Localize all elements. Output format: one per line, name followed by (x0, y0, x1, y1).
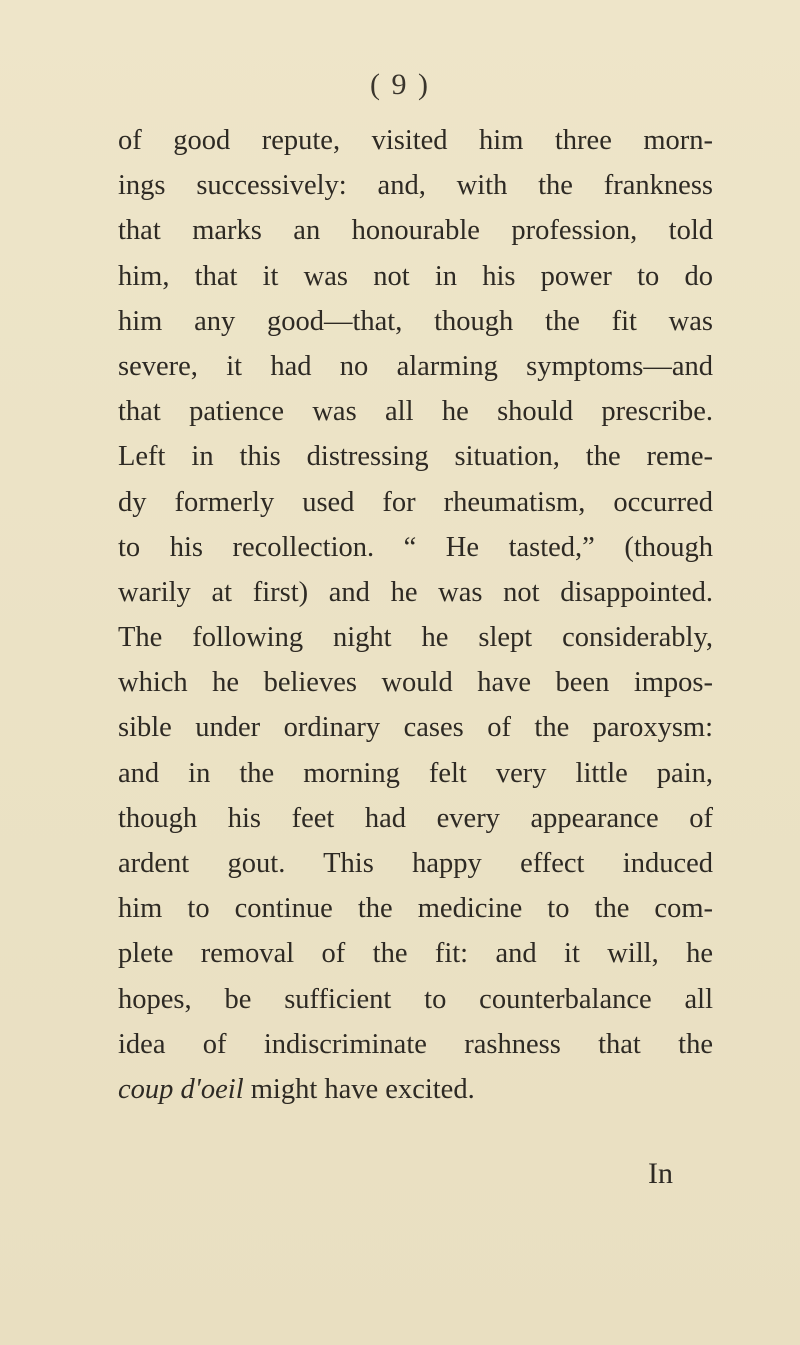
text-line: ings successively: and, with the frankness (118, 170, 713, 202)
text-line: him to continue the medicine to the com- (118, 893, 713, 925)
text-line-final (118, 1067, 713, 1112)
text-line: ardent gout. This happy effect induced (118, 848, 713, 879)
final-line-text: might have excited. (243, 1073, 475, 1105)
text-line: warily at first) and he was not disappointed. (118, 576, 713, 608)
body-text (118, 118, 713, 1112)
text-line: that patience was all he should prescribe. (118, 396, 713, 428)
text-line: though his feet had every appearance of (118, 802, 713, 834)
text-line: dy formerly used for rheumatism, occurred (118, 486, 713, 518)
text-line: plete removal of the fit: and it will, he (118, 938, 713, 970)
text-line: sible under ordinary cases of the paroxysm: (118, 712, 713, 744)
catchword: In (648, 1157, 673, 1190)
text-line: which he believes would have been impos- (118, 667, 713, 699)
text-line: idea of indiscriminate rashness that the (118, 1028, 713, 1060)
text-line: Left in this distressing situation, the reme- (118, 441, 713, 473)
page-number: ( 9 ) (370, 68, 430, 101)
text-line: hopes, be sufficient to counterbalance all (118, 983, 713, 1015)
text-line: severe, it had no alarming symptoms—and (118, 350, 713, 382)
text-line: him, that it was not in his power to do (118, 260, 713, 292)
italic-phrase: coup d'oeil (118, 1073, 244, 1105)
text-line: of good repute, visited him three morn- (118, 125, 713, 156)
text-line: that marks an honourable profession, told (118, 215, 713, 247)
text-line: to his recollection. “ He tasted,” (though (118, 531, 713, 563)
text-line: him any good—that, though the fit was (118, 305, 713, 337)
text-line: The following night he slept considerably, (118, 622, 713, 654)
text-line: and in the morning felt very little pain, (118, 757, 713, 789)
